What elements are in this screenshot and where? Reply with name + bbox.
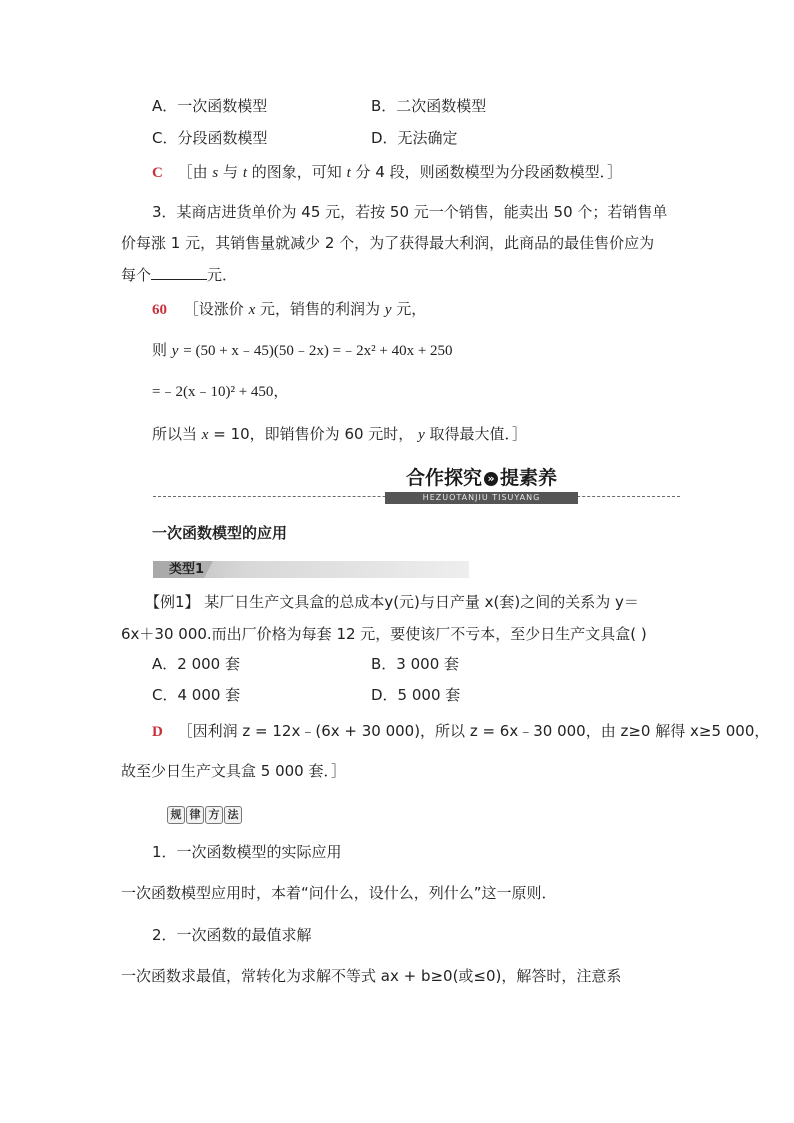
q2-answer: C ［由 s 与 t 的图象，可知 t 分 4 段，则函数模型为分段函数模型．］ — [152, 163, 623, 181]
rule-heading-1: 1．一次函数模型的实际应用 — [152, 843, 342, 861]
q3-answer-line-3: =﹣2(x﹣10)² + 450， — [152, 384, 289, 400]
type-label-bar — [153, 561, 469, 578]
answer-value: 60 — [152, 302, 167, 318]
q3-answer-line-2: 则 y = (50 + x﹣45)(50﹣2x) =﹣2x² + 40x + 250 — [152, 341, 453, 359]
example-1-line-1: 【例1】 某厂日生产文具盒的总成本y(元)与日产量 x(套)之间的关系为 y＝ — [145, 593, 639, 611]
type-label: 类型1 — [169, 562, 205, 577]
option-d: D．无法确定 — [371, 129, 458, 147]
q3-line-3: 每个 元． — [121, 266, 238, 284]
section-banner — [383, 466, 580, 506]
option-c: C．分段函数模型 — [152, 129, 268, 147]
example-option-c: C．4 000 套 — [152, 686, 241, 704]
rule-paragraph-2: 一次函数求最值，常转化为求解不等式 ax + b≥0(或≤0)，解答时，注意系 — [121, 967, 622, 985]
example-option-d: D．5 000 套 — [371, 686, 461, 704]
rule-heading-2: 2．一次函数的最值求解 — [152, 926, 312, 944]
answer-blank — [151, 265, 207, 280]
example-1-answer-line-2: 故至少日生产文具盒 5 000 套．］ — [121, 762, 346, 780]
example-option-b: B．3 000 套 — [371, 655, 460, 673]
example-1-line-2: 6x＋30 000.而出厂价格为每套 12 元，要使该厂不亏本，至少日生产文具盒( ) — [121, 625, 647, 643]
q3-answer-line-4: 所以当 x = 10，即销售价为 60 元时， y 取得最大值．］ — [152, 425, 528, 443]
q3-answer-line-1: 60 ［设涨价 x 元，销售的利润为 y 元， — [152, 300, 427, 318]
answer-letter: D — [152, 724, 163, 740]
option-a: A．一次函数模型 — [152, 97, 268, 115]
example-option-a: A．2 000 套 — [152, 655, 240, 673]
banner-title: 合作探究 » 提素养 — [405, 467, 558, 489]
example-1-answer-line-1: D ［因利润 z = 12x﹣(6x + 30 000)，所以 z = 6x﹣30 000，由 z≥0 解得 x≥5 000， — [152, 722, 770, 740]
banner-subtitle: HEZUOTANJIU TISUYANG — [385, 492, 578, 504]
option-b: B．二次函数模型 — [371, 97, 487, 115]
double-chevron-icon: » — [484, 472, 498, 486]
rule-paragraph-1: 一次函数模型应用时，本着“问什么，设什么，列什么”这一原则． — [121, 884, 557, 902]
answer-letter: C — [152, 165, 163, 181]
q3-line-2: 价每涨 1 元，其销售量就减少 2 个，为了获得最大利润，此商品的最佳售价应为 — [121, 234, 655, 252]
q3-line-1: 3．某商店进货单价为 45 元，若按 50 元一个销售，能卖出 50 个；若销售单 — [152, 203, 668, 221]
section-title: 一次函数模型的应用 — [152, 524, 288, 542]
rule-method-badge: 规 律 方 法 — [167, 803, 243, 825]
